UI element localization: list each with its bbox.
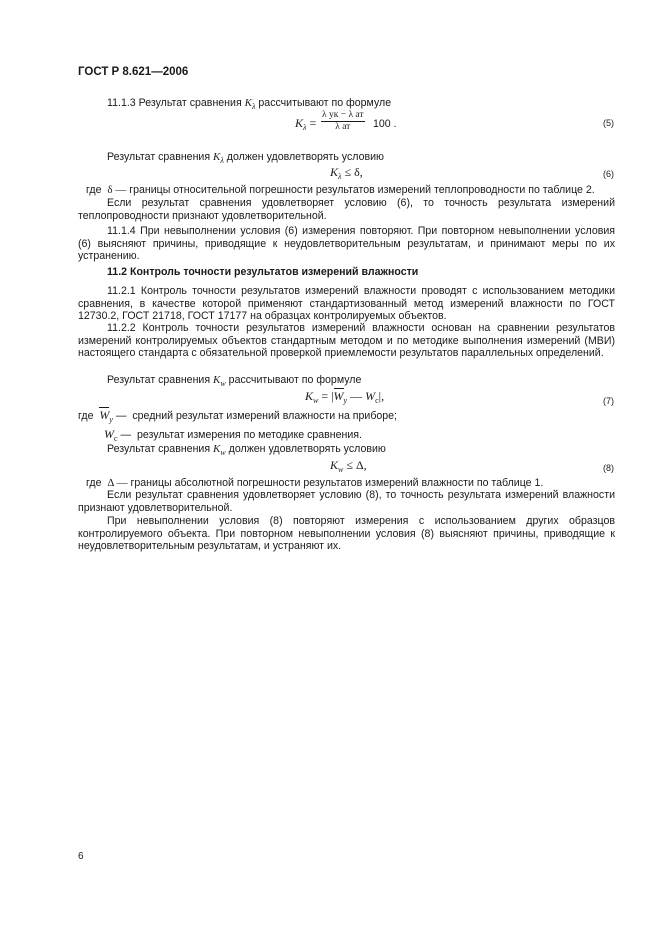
symbol-w-y: W bbox=[99, 408, 110, 422]
symbol-k-lambda-2: $K_\lambda$ bbox=[213, 151, 224, 165]
document-header: ГОСТ Р 8.621—2006 bbox=[78, 66, 189, 78]
symbol-k-w: $K_w$ bbox=[213, 374, 226, 388]
where-wc-line: $W_c$ — результат измерения по методике сравнения. bbox=[104, 427, 362, 443]
symbol-w-c: W bbox=[104, 427, 114, 441]
symbol-delta: δ — bbox=[107, 184, 127, 196]
equation-number-7: (7) bbox=[603, 396, 614, 406]
calculation-7-intro: Результат сравнения $K_w$ рассчитывают по формуле bbox=[107, 374, 362, 388]
formula-5-tail: 100 . bbox=[373, 118, 397, 130]
formula-7: $K_w = |W_y$ — $W_c|$, bbox=[305, 389, 385, 405]
formula-6: $K_\lambda \le \delta$, bbox=[330, 165, 363, 181]
condition-6-intro: Результат сравнения $K_\lambda$ должен удовлетворять условию bbox=[107, 151, 384, 165]
formula-5-denominator: λ ат bbox=[335, 122, 351, 132]
formula-5-lhs: $K_\lambda$ = bbox=[295, 116, 317, 132]
clause-11-2-1: 11.2.1 Контроль точности результатов измерений влажности проводят с использованием методики сравнения, в качестве которой применяют стандартизованный метод измерений влажности по ГОСТ 12730.2, ГОСТ 21718, ГОСТ 17177 на образцах контролируемых объектов. bbox=[78, 285, 615, 323]
clause-11-2-2: 11.2.2 Контроль точности результатов измерений влажности основан на сравнении результатов измерений контролируемых объектов стандартным методом и по методике выполнения измерений (МВИ) настоящего стандарта с обязательной проверкой приемлемости результатов параллельных определений. bbox=[78, 322, 615, 360]
where-capital-delta-line: где Δ — границы абсолютной погрешности результатов измерений влажности по таблице 1. bbox=[86, 477, 544, 489]
clause-11-1-3-tail: рассчитывают по формуле bbox=[258, 97, 392, 109]
condition-8-intro: Результат сравнения $K_w$ должен удовлетворять условию bbox=[107, 443, 386, 457]
symbol-capital-delta: Δ — bbox=[107, 477, 128, 489]
formula-5-numerator: λ ук − λ ат bbox=[322, 110, 364, 120]
symbol-k-lambda: $K_\lambda$ bbox=[244, 97, 256, 111]
paragraph-repeat-condition-8: При невыполнении условия (8) повторяют измерения с использованием других образцов контролируемого объекта. При повторном невыполнении условия (8) выясняют причины, приводящие к неудовлетворительным результатам, и устраняют их. bbox=[78, 515, 615, 553]
equation-number-8: (8) bbox=[603, 463, 614, 473]
section-11-2-heading: 11.2 Контроль точности результатов измерений влажности bbox=[107, 266, 419, 278]
paragraph-if-condition-8: Если результат сравнения удовлетворяет условию (8), то точность результата измерений влажности признают удовлетворительной. bbox=[78, 489, 615, 514]
clause-11-1-3-text: 11.1.3 Результат сравнения bbox=[107, 97, 242, 109]
paragraph-if-condition-6: Если результат сравнения удовлетворяет условию (6), то точность результата измерений теплопроводности признают удовлетворительной. bbox=[78, 197, 615, 222]
equation-number-6: (6) bbox=[603, 169, 614, 179]
clause-11-1-4: 11.1.4 При невыполнении условия (6) измерения повторяют. При повторном невыполнении условия (6) выясняют причины, приводящие к неудовлетворительным результатам, и принимают меры по их устранению. bbox=[78, 225, 615, 263]
formula-8: $K_w \le \Delta$, bbox=[330, 458, 367, 474]
equation-number-5: (5) bbox=[603, 118, 614, 128]
formula-5-fraction bbox=[321, 110, 365, 133]
where-delta-line: где δ — границы относительной погрешности результатов измерений теплопроводности по таблице 2. bbox=[86, 184, 595, 196]
where-wy-line: где $W_y$ — средний результат измерений влажности на приборе; bbox=[78, 408, 398, 424]
page-number: 6 bbox=[78, 851, 84, 862]
symbol-k-w-2: $K_w$ bbox=[213, 443, 226, 457]
